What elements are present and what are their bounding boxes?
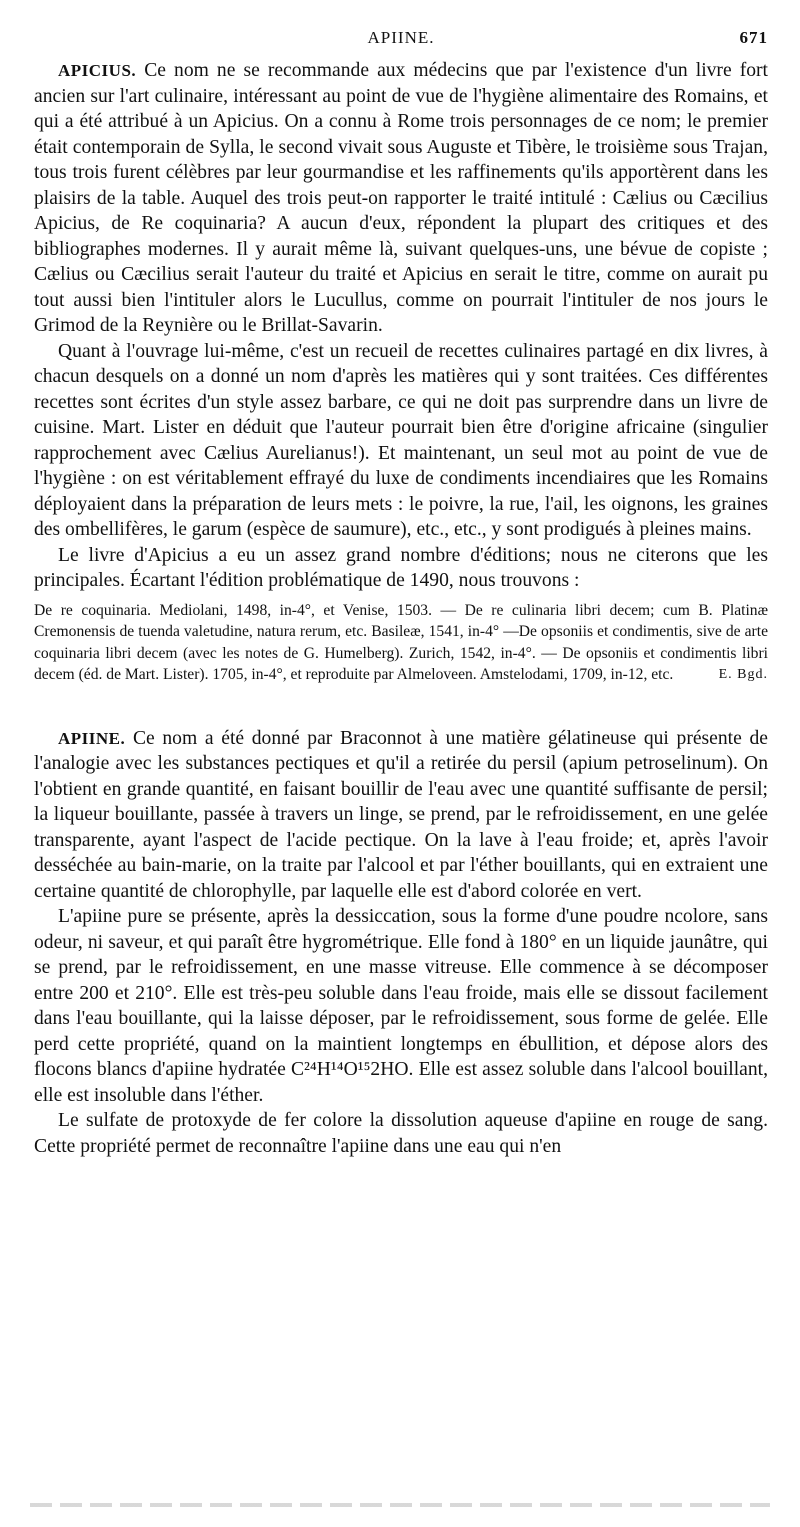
apiine-text-1: Ce nom a été donné par Braconnot à une matière gélatineuse qui présente de l'analogie avec les substances pectiques et qu'il a retirée du persil (apium petroselinum). On l'obtient en grande quantité, en faisant bouillir de l'eau avec une quantité suffisante de persil; la liqueur bouillante, passée à travers un linge, se prend, par le refroidissement, en une gelée transparente, ayant l'aspect de l'acide pectique. On la lave à l'eau froide; et, après l'avoir desséchée au bain-marie, on la traite par l'alcool et par l'éther bouillants, qui en extraient une certaine quantité de chlorophylle, par laquelle elle est d'abord colorée en vert. [34,727,768,902]
apicius-bibliography [34,600,768,686]
apicius-paragraph-3: Le livre d'Apicius a eu un assez grand nombre d'éditions; nous ne citerons que les principales. Écartant l'édition problématique de 1490, nous trouvons : [34,544,768,591]
apicius-paragraph-1 [34,58,768,339]
page-number: 671 [739,28,768,47]
bibliography-entries: De re coquinaria. Mediolani, 1498, in-4°, et Venise, 1503. — De re culinaria libri decem; cum B. Platinæ Cremonensis de tuenda valetudine, natura rerum, etc. Basileæ, 1541, in-4° —De opsoniis et condimentis, sive de arte coquinaria libri decem (avec les notes de G. Humelberg). Zurich, 1542, in-4°. — De opsoniis et condimentis libri decem (éd. de Mart. Lister). 1705, in-4°, et reproduite par Almeloveen. Amstelodami, 1709, in-12, etc. [34,601,768,683]
apiine-paragraph-2: L'apiine pure se présente, après la dessiccation, sous la forme d'une poudre ncolore, sans odeur, ni saveur, et qui paraît être hygrométrique. Elle fond à 180° en un liquide jaunâtre, qui se prend, par le refroidissement, en une masse vitreuse. Elle commence à se décomposer entre 200 et 210°. Elle est très-peu soluble dans l'eau froide, mais elle se dissout facilement dans l'eau bouillante, qui la laisse déposer, par le refroidissement, sous forme de gelée. Elle perd cette propriété, quand on la maintient longtemps en ébullition, et dépose alors des flocons blancs d'apiine hydratée C²⁴H¹⁴O¹⁵2HO. Elle est assez soluble dans l'alcool bouillant, elle est insoluble dans l'éther. [34,906,768,1106]
apiine-paragraph-3: Le sulfate de protoxyde de fer colore la dissolution aqueuse d'apiine en rouge de sang. Cette propriété permet de reconnaître l'apiine dans une eau qui n'en [34,1110,768,1157]
apiine-paragraph-1 [34,726,768,905]
author-signature: E. Bgd. [718,667,768,682]
running-head [34,24,768,54]
bibliography-text [34,600,768,686]
apicius-paragraph-2: Quant à l'ouvrage lui-même, c'est un recueil de recettes culinaires partagé en dix livres, à chacun desquels on a donné un nom d'après les matières qui y sont traitées. Ces différentes recettes sont écrites d'un style assez barbare, ce qui ne doit pas surprendre dans un livre de cuisine. Mart. Lister en déduit que l'auteur pourrait bien être d'origine africaine (singulier rapprochement avec Cælius Aurelianus!). Et maintenant, un seul mot au point de vue de l'hygiène : on est véritablement effrayé du luxe de condiments incendiaires que les Romains déployaient dans la préparation de leurs mets : le poivre, la rue, l'ail, les oignons, les graines des ombellifères, le garum (espèce de saumure), etc., etc., y sont prodigués à pleines mains. [34,340,768,540]
document-page [34,24,768,1159]
entry-separator [34,686,768,726]
apicius-text-1: Ce nom ne se recommande aux médecins que par l'existence d'un livre fort ancien sur l'art culinaire, intéressant au point de vue de l'hygiène alimentaire des Romains, et qui a été attribué à un Apicius. On a connu à Rome trois personnages de ce nom; le premier était contemporain de Sylla, le second vivait sous Auguste et Tibère, le troisième sous Trajan, tous trois furent célèbres par leur gourmandise et les raffinements qu'ils apportèrent dans les plaisirs de la table. Auquel des trois peut-on rapporter le traité intitulé : Cælius ou Cæcilius Apicius, de Re coquinaria? A aucun d'eux, répondent la plupart des critiques et des bibliographes modernes. Il y aurait même là, suivant quelques-uns, une bévue de copiste ; Cælius ou Cæcilius serait l'auteur du traité et Apicius en serait le titre, comme on aurait pu tout aussi bien l'intituler alors le Lucullus, comme on pourrait l'intituler de nos jours le Grimod de la Reynière ou le Brillat-Savarin. [34,60,768,336]
scan-bottom-artifact [30,1503,770,1507]
entry-apicius [34,58,768,686]
entry-apiine [34,726,768,1160]
apicius-lemma: APICIUS. [58,61,137,80]
apiine-lemma: APIINE. [58,728,126,748]
running-title: APIINE. [367,28,435,47]
